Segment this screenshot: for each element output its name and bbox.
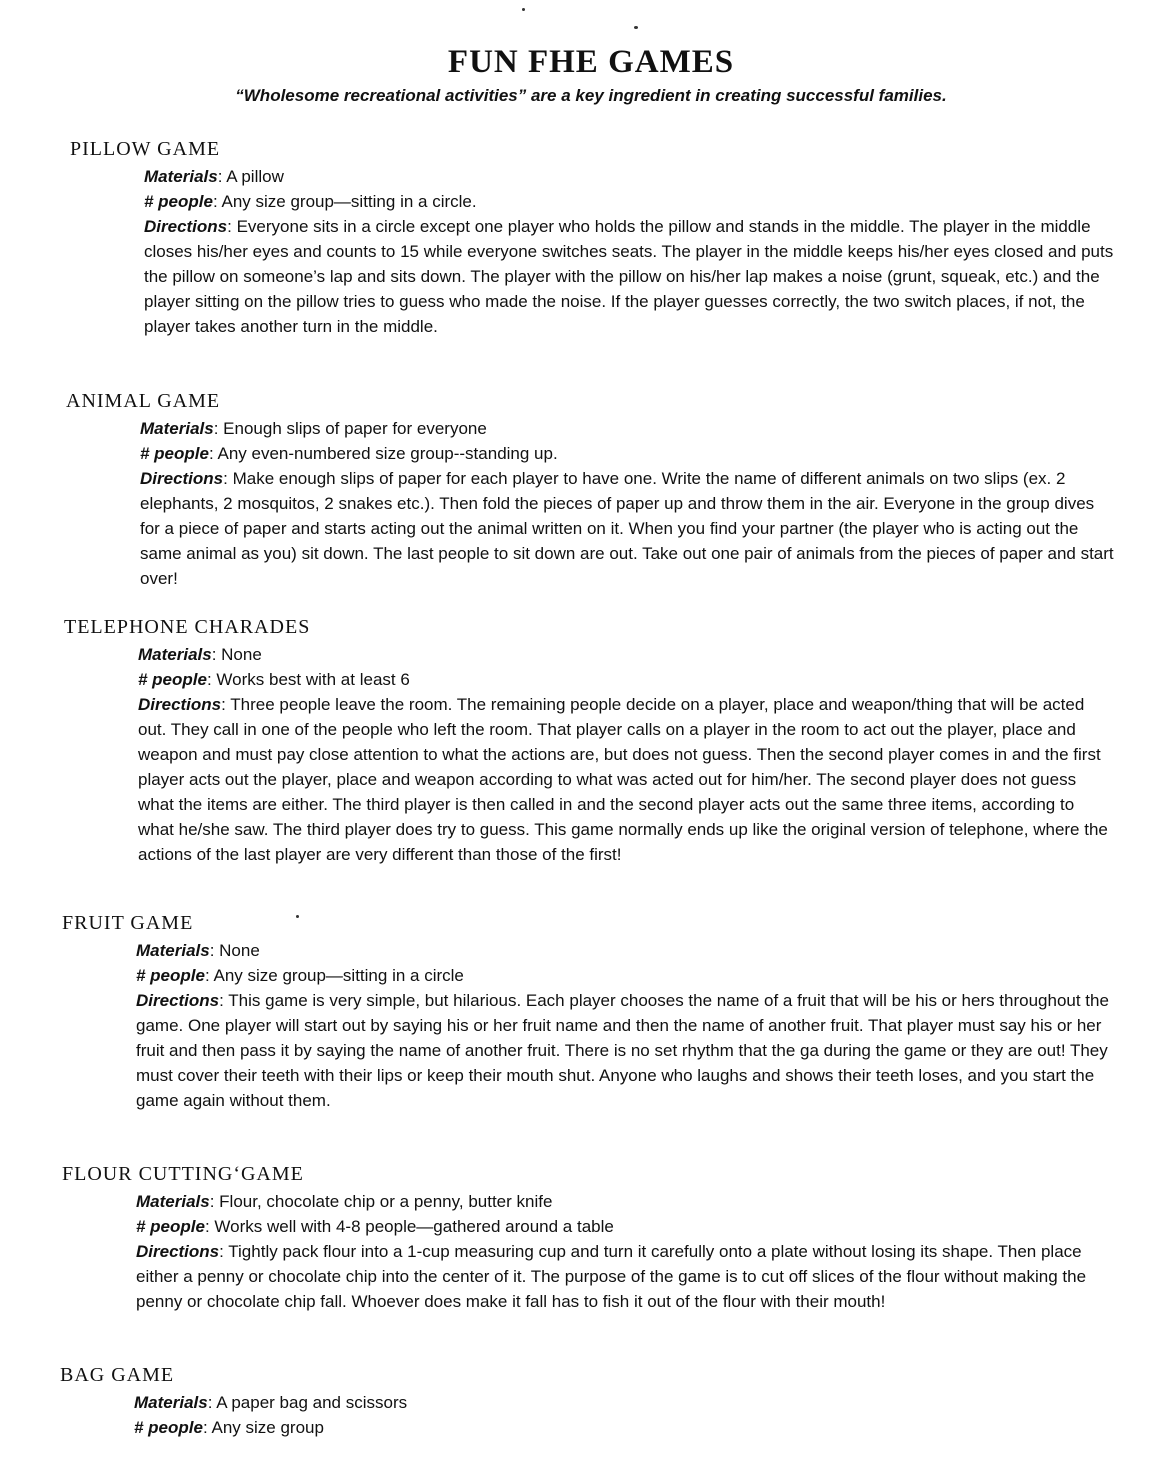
scan-speck-top-right: [634, 26, 638, 29]
materials-value: None: [219, 941, 260, 960]
game-section-bag: [60, 1364, 1110, 1440]
people-label: # people: [138, 670, 207, 689]
materials-value: Flour, chocolate chip or a penny, butter knife: [219, 1192, 553, 1211]
directions-line: Directions: Three people leave the room. The remaining people decide on a player, place and weapon/thing that will be acted out. They call in one of the people who left the room. That player calls on a player in the room to act out the player, place and weapon and must pay close attention to what the actions are, but does not guess. Then the second player comes in and the first player acts out the player, place and weapon according to what was acted out for him/her. The second player does not guess what the items are either. The third player is then called in and the second player acts out the same three items, according to what he/she saw. The third player does try to guess. This game normally ends up like the original version of telephone, where the actions of the last player are very different than those of the first!: [138, 695, 1108, 864]
directions-text: Three people leave the room. The remaining people decide on a player, place and weapon/thing that will be acted out. They call in one of the people who left the room. That player calls on a player in the room to act out the player, place and weapon and must pay close attention to what the actions are, but does not guess. Then the second player comes in and the first player acts out the player, place and weapon according to what was acted out for him/her. The second player does not guess what the items are either. The third player is then called in and the second player acts out the same three items, according to what he/she saw. The third player does try to guess. This game normally ends up like the original version of telephone, where the actions of the last player are very different than those of the first!: [138, 695, 1108, 864]
people-label: # people: [136, 966, 205, 985]
materials-value: A paper bag and scissors: [216, 1393, 408, 1412]
materials-label: Materials: [136, 1192, 210, 1211]
people-value: Works best with at least 6: [216, 670, 410, 689]
game-title: BAG GAME: [60, 1364, 175, 1386]
materials-value: A pillow: [226, 167, 284, 186]
people-label: # people: [140, 444, 209, 463]
people-value: Any size group—sitting in a circle: [213, 966, 464, 985]
materials-label: Materials: [144, 167, 218, 186]
game-section-pillow: [70, 138, 1120, 339]
people-line: # people: Works best with at least 6: [138, 670, 410, 689]
people-line: # people: Any size group—sitting in a circle.: [144, 192, 477, 211]
materials-line: Materials: None: [138, 645, 262, 664]
directions-text: Tightly pack flour into a 1-cup measuring cup and turn it carefully onto a plate without losing its shape. Then place either a penny or chocolate chip into the center of it. The purpose of the game is to cut off slices of the flour without making the penny or chocolate chip fall. Whoever does make it fall has to fish it out of the flour with their mouth!: [136, 1242, 1087, 1311]
directions-text: Make enough slips of paper for each player to have one. Write the name of different animals on two slips (ex. 2 elephants, 2 mosquitos, 2 snakes etc.). Then fold the pieces of paper up and throw them in the air. Everyone in the group dives for a piece of paper and starts acting out the animal written on it. When you find your partner (the player who is acting out the same animal as you) sit down. The last people to sit down are out. Take out one pair of animals from the pieces of paper and start over!: [140, 469, 1114, 588]
directions-label: Directions: [136, 991, 220, 1010]
people-label: # people: [144, 192, 213, 211]
people-label: # people: [136, 1217, 205, 1236]
game-title: FLOUR CUTTING‘GAME: [62, 1163, 304, 1185]
materials-label: Materials: [140, 419, 214, 438]
game-section-flour-cutting: [62, 1163, 1112, 1314]
people-line: # people: Any size group—sitting in a circle: [136, 966, 464, 985]
people-line: # people: Works well with 4-8 people—gathered around a table: [136, 1217, 614, 1236]
game-title: TELEPHONE CHARADES: [64, 616, 311, 638]
directions-label: Directions: [136, 1242, 220, 1261]
materials-label: Materials: [134, 1393, 208, 1412]
people-line: # people: Any even-numbered size group--standing up.: [140, 444, 558, 463]
game-title: ANIMAL GAME: [66, 390, 221, 412]
directions-line: Directions: Make enough slips of paper for each player to have one. Write the name of different animals on two slips (ex. 2 elephants, 2 mosquitos, 2 snakes etc.). Then fold the pieces of paper up and throw them in the air. Everyone in the group dives for a piece of paper and starts acting out the animal written on it. When you find your partner (the player who is acting out the same animal as you) sit down. The last people to sit down are out. Take out one pair of animals from the pieces of paper and start over!: [140, 469, 1114, 588]
people-label: # people: [134, 1418, 203, 1437]
people-value: Works well with 4-8 people—gathered around a table: [214, 1217, 614, 1236]
materials-value: None: [221, 645, 262, 664]
materials-label: Materials: [136, 941, 210, 960]
game-title: PILLOW GAME: [70, 138, 221, 160]
people-value: Any size group—sitting in a circle.: [221, 192, 477, 211]
directions-label: Directions: [144, 217, 228, 236]
materials-line: Materials: Enough slips of paper for everyone: [140, 419, 487, 438]
directions-text: This game is very simple, but hilarious. Each player chooses the name of a fruit that will be his or hers throughout the game. One player will start out by saying his or her fruit name and then the name of another fruit. That player must say his or her fruit and then pass it by saying the name of another fruit. There is no set rhythm that the ga during the game or they are out! They must cover their teeth with their lips or keep their mouth shut. Anyone who laughs and shows their teeth loses, and you start the game again without them.: [136, 991, 1109, 1110]
materials-line: Materials: A pillow: [144, 167, 284, 186]
game-section-telephone-charades: [64, 616, 1114, 867]
page-title: FUN FHE GAMES: [447, 44, 735, 80]
materials-line: Materials: None: [136, 941, 260, 960]
directions-text: Everyone sits in a circle except one player who holds the pillow and stands in the middle. The player in the middle closes his/her eyes and counts to 15 while everyone switches seats. The player in the middle keeps his/her eyes closed and puts the pillow on someone’s lap and sits down. The player with the pillow on his/her lap makes a noise (grunt, squeak, etc.) and the player sitting on the pillow tries to guess who made the noise. If the player guesses correctly, the two switch places, if not, the player takes another turn in the middle.: [144, 217, 1114, 336]
people-value: Any even-numbered size group--standing up.: [217, 444, 558, 463]
people-value: Any size group: [211, 1418, 324, 1437]
directions-label: Directions: [140, 469, 224, 488]
directions-line: Directions: This game is very simple, but hilarious. Each player chooses the name of a fruit that will be his or hers throughout the game. One player will start out by saying his or her fruit name and then the name of another fruit. That player must say his or her fruit and then pass it by saying the name of another fruit. There is no set rhythm that the ga during the game or they are out! They must cover their teeth with their lips or keep their mouth shut. Anyone who laughs and shows their teeth loses, and you start the game again without them.: [136, 991, 1109, 1110]
page-subtitle: “Wholesome recreational activities” are a key ingredient in creating successful families.: [235, 86, 947, 105]
directions-line: Directions: Tightly pack flour into a 1-cup measuring cup and turn it carefully onto a plate without losing its shape. Then place either a penny or chocolate chip into the center of it. The purpose of the game is to cut off slices of the flour without making the penny or chocolate chip fall. Whoever does make it fall has to fish it out of the flour with their mouth!: [136, 1242, 1087, 1311]
materials-line: Materials: A paper bag and scissors: [134, 1393, 408, 1412]
directions-line: Directions: Everyone sits in a circle except one player who holds the pillow and stands in the middle. The player in the middle closes his/her eyes and counts to 15 while everyone switches seats. The player in the middle keeps his/her eyes closed and puts the pillow on someone’s lap and sits down. The player with the pillow on his/her lap makes a noise (grunt, squeak, etc.) and the player sitting on the pillow tries to guess who made the noise. If the player guesses correctly, the two switch places, if not, the player takes another turn in the middle.: [144, 217, 1114, 336]
game-section-fruit: [62, 912, 1112, 1113]
scan-speck-top: [522, 8, 525, 11]
game-section-animal: [66, 390, 1116, 591]
materials-label: Materials: [138, 645, 212, 664]
materials-line: Materials: Flour, chocolate chip or a penny, butter knife: [136, 1192, 553, 1211]
people-line: # people: Any size group: [134, 1418, 324, 1437]
game-title: FRUIT GAME: [62, 912, 194, 934]
directions-label: Directions: [138, 695, 222, 714]
materials-value: Enough slips of paper for everyone: [223, 419, 487, 438]
